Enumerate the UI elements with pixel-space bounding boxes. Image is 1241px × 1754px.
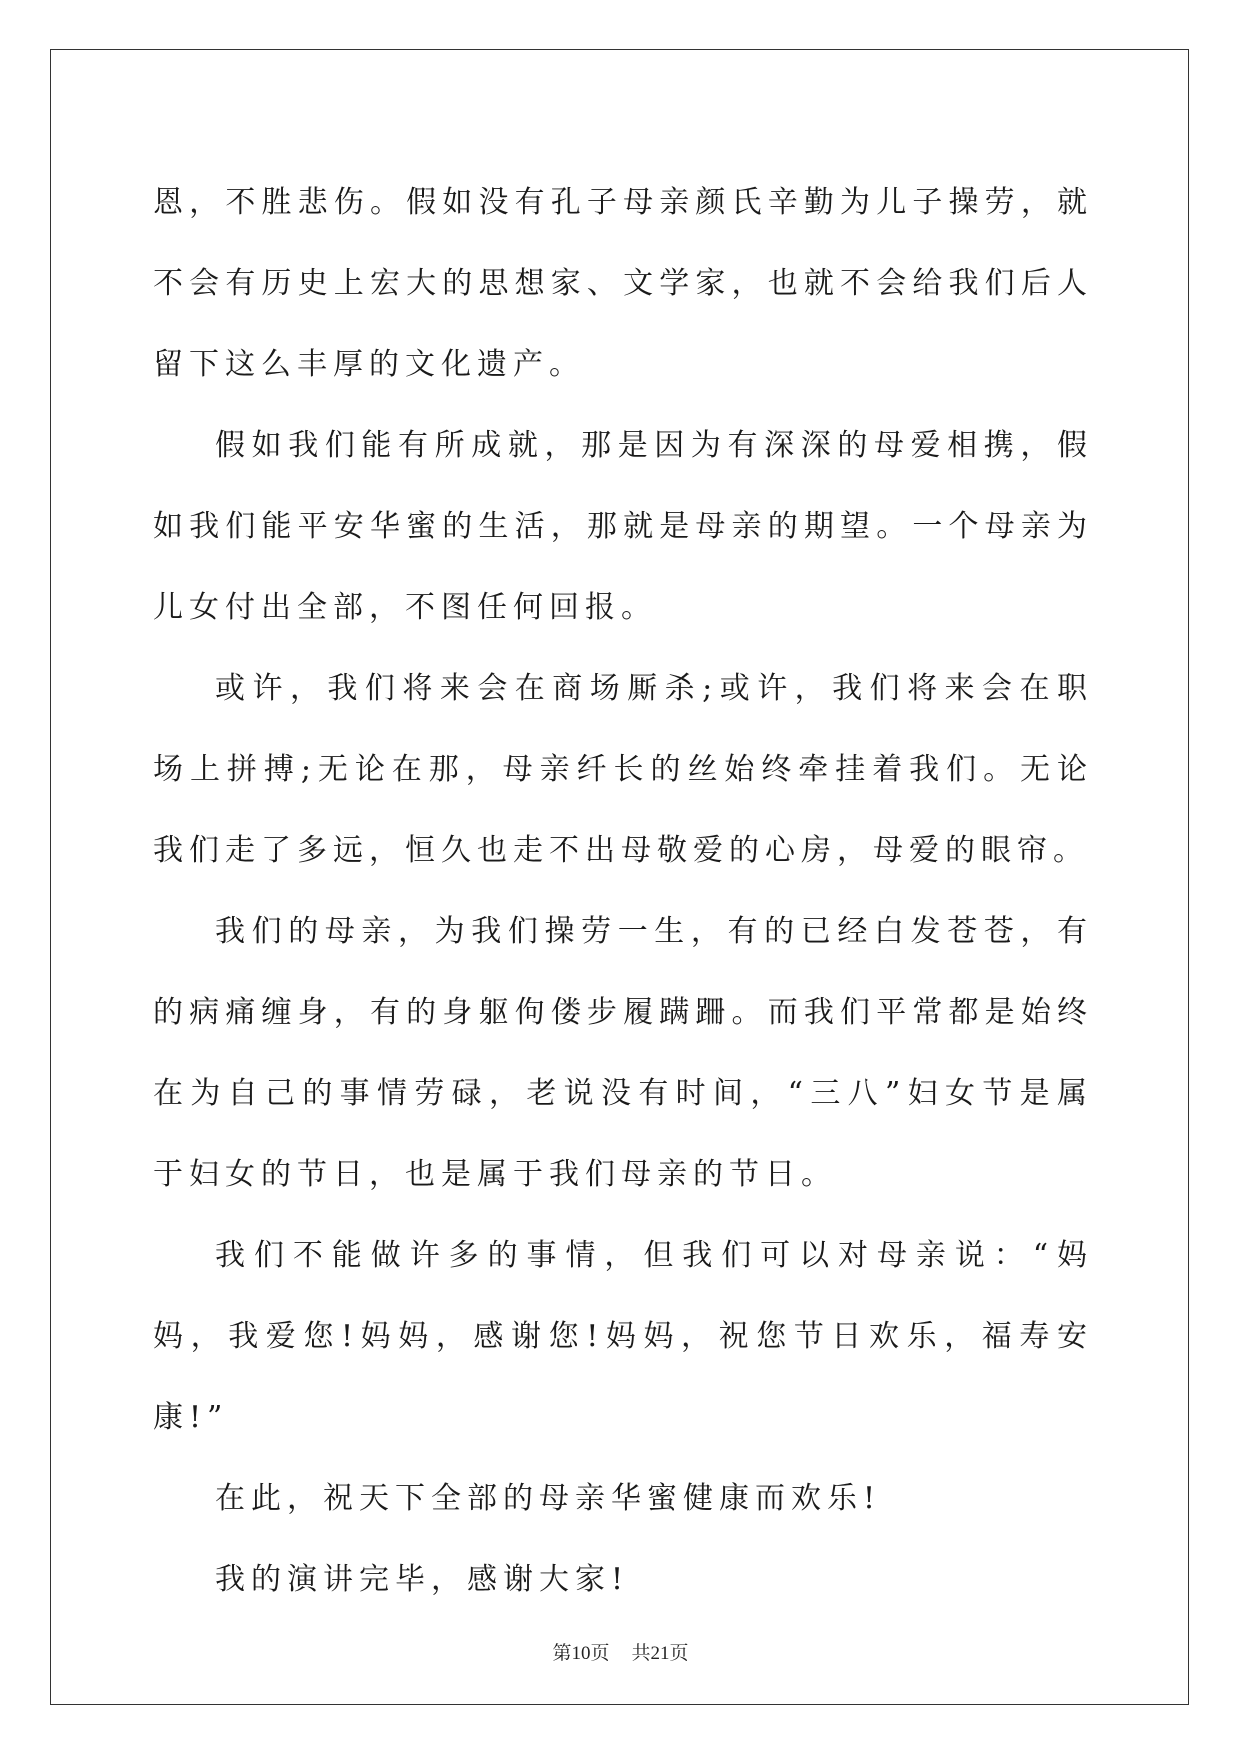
page-number: 第10页 — [552, 1643, 610, 1664]
paragraph: 或许，我们将来会在商场厮杀;或许，我们将来会在职场上拼搏;无论在那，母亲纤长的丝始终牵挂着我们。无论我们走了多远，恒久也走不出母敬爱的心房，母爱的眼帘。 — [153, 671, 1093, 868]
paragraph-continuation: 恩，不胜悲伤。假如没有孔子母亲颜氏辛勤为儿子操劳，就不会有历史上宏大的思想家、文学家，也就不会给我们后人留下这么丰厚的文化遗产。 — [153, 185, 1093, 382]
total-pages: 共21页 — [631, 1643, 689, 1664]
paragraph: 我们不能做许多的事情，但我们可以对母亲说：“妈妈，我爱您!妈妈，感谢您!妈妈，祝您节日欢乐，福寿安康!” — [153, 1238, 1093, 1435]
paragraph: 我的演讲完毕，感谢大家! — [215, 1562, 630, 1597]
document-body — [153, 162, 1093, 1620]
paragraph: 我们的母亲，为我们操劳一生，有的已经白发苍苍，有的病痛缠身，有的身躯佝偻步履蹒跚。而我们平常都是始终在为自己的事情劳碌，老说没有时间，“三八”妇女节是属于妇女的节日，也是属于我们母亲的节日。 — [153, 914, 1093, 1192]
page-footer — [0, 1638, 1241, 1665]
paragraph: 假如我们能有所成就，那是因为有深深的母爱相携，假如我们能平安华蜜的生活，那就是母亲的期望。一个母亲为儿女付出全部，不图任何回报。 — [153, 428, 1093, 625]
paragraph: 在此，祝天下全部的母亲华蜜健康而欢乐! — [215, 1481, 882, 1516]
